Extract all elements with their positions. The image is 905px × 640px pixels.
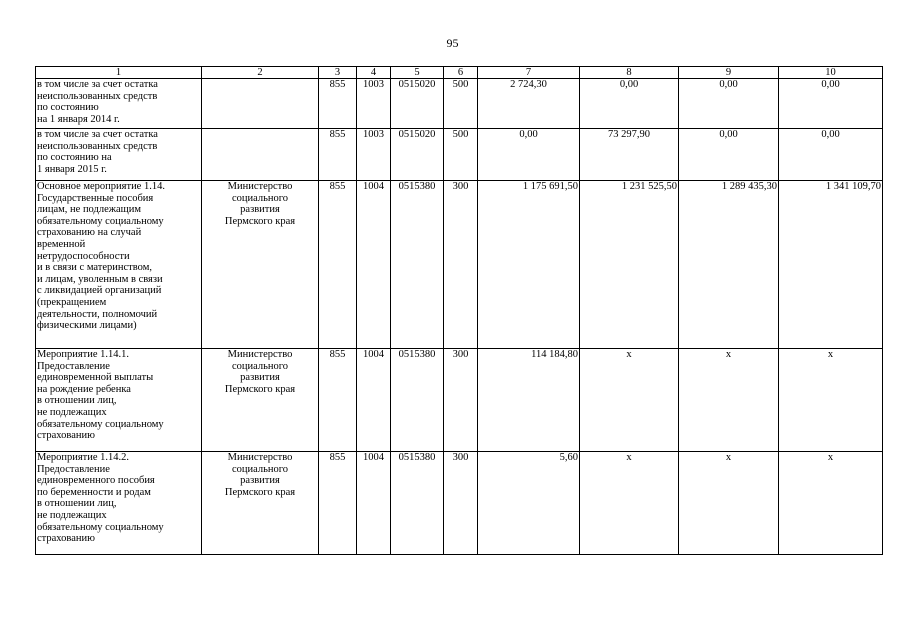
row-value-col8: 73 297,90 bbox=[580, 129, 679, 181]
row-vr: 300 bbox=[444, 349, 478, 452]
row-executor: Министерство социального развития Пермского края bbox=[202, 181, 319, 349]
row-csr: 0515380 bbox=[391, 452, 444, 555]
row-value-col9: 0,00 bbox=[679, 79, 779, 129]
row-description: Основное мероприятие 1.14. Государственные пособия лицам, не подлежащим обязательному социальному страхованию на случай временной нетрудоспособности и в связи с материнством, и лицам, уволенным в связи с ликвидацией организаций (прекращением деятельности, полномочий физическими лицами) bbox=[36, 181, 202, 349]
row-description: Мероприятие 1.14.1. Предоставление единовременной выплаты на рождение ребенка в отношении лиц, не подлежащих обязательному социальному страхованию bbox=[36, 349, 202, 452]
table-row bbox=[36, 349, 883, 452]
column-header: 6 bbox=[444, 67, 478, 79]
row-executor: Министерство социального развития Пермского края bbox=[202, 349, 319, 452]
column-header: 3 bbox=[319, 67, 357, 79]
row-description: Мероприятие 1.14.2. Предоставление единовременного пособия по беременности и родам в отношении лиц, не подлежащих обязательному социальному страхованию bbox=[36, 452, 202, 555]
row-value-col10: х bbox=[779, 452, 883, 555]
row-executor bbox=[202, 79, 319, 129]
table-row bbox=[36, 181, 883, 349]
row-grbs: 855 bbox=[319, 181, 357, 349]
column-header: 4 bbox=[357, 67, 391, 79]
row-csr: 0515380 bbox=[391, 349, 444, 452]
row-description: в том числе за счет остатка неиспользованных средств по состоянию на 1 января 2015 г. bbox=[36, 129, 202, 181]
row-csr: 0515020 bbox=[391, 129, 444, 181]
row-csr: 0515020 bbox=[391, 79, 444, 129]
row-grbs: 855 bbox=[319, 129, 357, 181]
row-value-col8: х bbox=[580, 349, 679, 452]
table-row bbox=[36, 452, 883, 555]
row-rzpr: 1004 bbox=[357, 349, 391, 452]
row-value-col8: 1 231 525,50 bbox=[580, 181, 679, 349]
row-vr: 500 bbox=[444, 79, 478, 129]
table-header-row bbox=[36, 67, 883, 79]
table-row bbox=[36, 79, 883, 129]
row-description: в том числе за счет остатка неиспользованных средств по состоянию на 1 января 2014 г. bbox=[36, 79, 202, 129]
row-csr: 0515380 bbox=[391, 181, 444, 349]
column-header: 7 bbox=[478, 67, 580, 79]
row-executor bbox=[202, 129, 319, 181]
row-rzpr: 1004 bbox=[357, 181, 391, 349]
row-value-col8: 0,00 bbox=[580, 79, 679, 129]
column-header: 8 bbox=[580, 67, 679, 79]
row-value-col10: 0,00 bbox=[779, 79, 883, 129]
row-value-col9: х bbox=[679, 349, 779, 452]
row-value-col7: 2 724,30 bbox=[478, 79, 580, 129]
row-grbs: 855 bbox=[319, 452, 357, 555]
page-number: 95 bbox=[446, 36, 459, 50]
row-value-col10: х bbox=[779, 349, 883, 452]
row-value-col7: 114 184,80 bbox=[478, 349, 580, 452]
row-value-col8: х bbox=[580, 452, 679, 555]
row-rzpr: 1004 bbox=[357, 452, 391, 555]
column-header: 2 bbox=[202, 67, 319, 79]
row-grbs: 855 bbox=[319, 349, 357, 452]
row-value-col10: 1 341 109,70 bbox=[779, 181, 883, 349]
row-grbs: 855 bbox=[319, 79, 357, 129]
column-header: 9 bbox=[679, 67, 779, 79]
row-value-col9: х bbox=[679, 452, 779, 555]
row-rzpr: 1003 bbox=[357, 129, 391, 181]
budget-table bbox=[35, 66, 883, 555]
row-value-col9: 0,00 bbox=[679, 129, 779, 181]
column-header: 1 bbox=[36, 67, 202, 79]
row-value-col7: 0,00 bbox=[478, 129, 580, 181]
row-vr: 300 bbox=[444, 181, 478, 349]
row-executor: Министерство социального развития Пермского края bbox=[202, 452, 319, 555]
row-value-col7: 1 175 691,50 bbox=[478, 181, 580, 349]
row-value-col10: 0,00 bbox=[779, 129, 883, 181]
row-vr: 300 bbox=[444, 452, 478, 555]
column-header: 5 bbox=[391, 67, 444, 79]
column-header: 10 bbox=[779, 67, 883, 79]
row-rzpr: 1003 bbox=[357, 79, 391, 129]
row-vr: 500 bbox=[444, 129, 478, 181]
row-value-col9: 1 289 435,30 bbox=[679, 181, 779, 349]
row-value-col7: 5,60 bbox=[478, 452, 580, 555]
table-row bbox=[36, 129, 883, 181]
